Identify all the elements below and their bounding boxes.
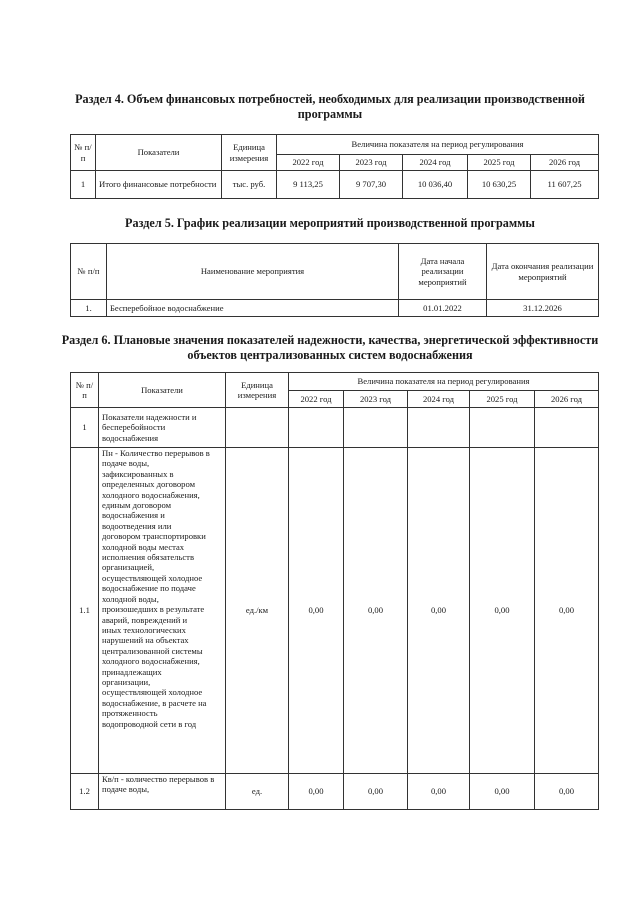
header-year: 2026 год [531, 155, 599, 171]
row-name: Пн - Количество перерывов в подаче воды, зафиксированных в определенных договором холодного водоснабжения, единым договором водоснабжения и водоотведения или договором транспортировки холодной воды местах исполнения обязательств организацией, осуществляющей холодное водоснабжение по подаче холодной воды, произошедших в результате аварий, повреждений и иных технологических нарушений на объектах централизованной системы холодного водоснабжения, принадлежащих организации, осуществляющей холодное водоснабжение, в расчете на протяженность водопроводной сети в год [99, 448, 226, 774]
row-unit [226, 408, 289, 448]
header-period: Величина показателя на период регулирования [289, 373, 599, 391]
row-value [289, 408, 344, 448]
row-name: Кв/п - количество перерывов в подаче воды, [99, 774, 226, 810]
row-num: 1 [71, 171, 96, 199]
header-year: 2022 год [289, 391, 344, 408]
row-unit: тыс. руб. [222, 171, 277, 199]
table-row [71, 448, 599, 774]
row-value: 0,00 [470, 774, 535, 810]
header-num: № п/п [71, 373, 99, 408]
header-unit: Единица измерения [222, 135, 277, 171]
header-start-date: Дата начала реализации мероприятий [399, 244, 487, 300]
row-value [344, 408, 408, 448]
row-value: 0,00 [344, 448, 408, 774]
row-value: 0,00 [408, 774, 470, 810]
header-event-name: Наименование мероприятия [107, 244, 399, 300]
header-year: 2025 год [468, 155, 531, 171]
row-value: 0,00 [408, 448, 470, 774]
row-value: 0,00 [289, 448, 344, 774]
table-row [71, 171, 599, 199]
section-5-title: Раздел 5. График реализации мероприятий производственной программы [125, 216, 535, 230]
section-4-title: Раздел 4. Объем финансовых потребностей, необходимых для реализации производственной программы [75, 92, 585, 121]
table-row [71, 408, 599, 448]
schedule-table [70, 243, 599, 317]
header-year: 2023 год [344, 391, 408, 408]
header-indicators: Показатели [99, 373, 226, 408]
header-unit: Единица измерения [226, 373, 289, 408]
row-value: 0,00 [535, 448, 599, 774]
header-year: 2026 год [535, 391, 599, 408]
row-value [408, 408, 470, 448]
row-value: 0,00 [289, 774, 344, 810]
row-value: 11 607,25 [531, 171, 599, 199]
table-row [71, 774, 599, 810]
row-end-date: 31.12.2026 [487, 300, 599, 317]
header-end-date: Дата окончания реализации мероприятий [487, 244, 599, 300]
row-unit: ед./км [226, 448, 289, 774]
row-value: 0,00 [470, 448, 535, 774]
row-name: Итого финансовые потребности [96, 171, 222, 199]
row-value [535, 408, 599, 448]
row-start-date: 01.01.2022 [399, 300, 487, 317]
row-value [470, 408, 535, 448]
header-num: № п/п [71, 244, 107, 300]
row-value: 10 036,40 [403, 171, 468, 199]
financial-needs-table [70, 134, 599, 199]
row-value: 10 630,25 [468, 171, 531, 199]
table-row [71, 300, 599, 317]
row-num: 1 [71, 408, 99, 448]
row-name: Показатели надежности и бесперебойности водоснабжения [99, 408, 226, 448]
row-value: 9 113,25 [277, 171, 340, 199]
header-year: 2023 год [340, 155, 403, 171]
row-value: 0,00 [535, 774, 599, 810]
header-year: 2022 год [277, 155, 340, 171]
header-period: Величина показателя на период регулирования [277, 135, 599, 155]
row-value: 9 707,30 [340, 171, 403, 199]
header-num: № п/п [71, 135, 96, 171]
section-6-title: Раздел 6. Плановые значения показателей надежности, качества, энергетической эффективности объектов централизованных систем водоснабжения [61, 333, 599, 362]
header-year: 2024 год [403, 155, 468, 171]
row-num: 1. [71, 300, 107, 317]
header-year: 2024 год [408, 391, 470, 408]
header-indicators: Показатели [96, 135, 222, 171]
row-name: Бесперебойное водоснабжение [107, 300, 399, 317]
header-year: 2025 год [470, 391, 535, 408]
row-num: 1.2 [71, 774, 99, 810]
row-unit: ед. [226, 774, 289, 810]
row-num: 1.1 [71, 448, 99, 774]
row-value: 0,00 [344, 774, 408, 810]
reliability-indicators-table [70, 372, 599, 810]
